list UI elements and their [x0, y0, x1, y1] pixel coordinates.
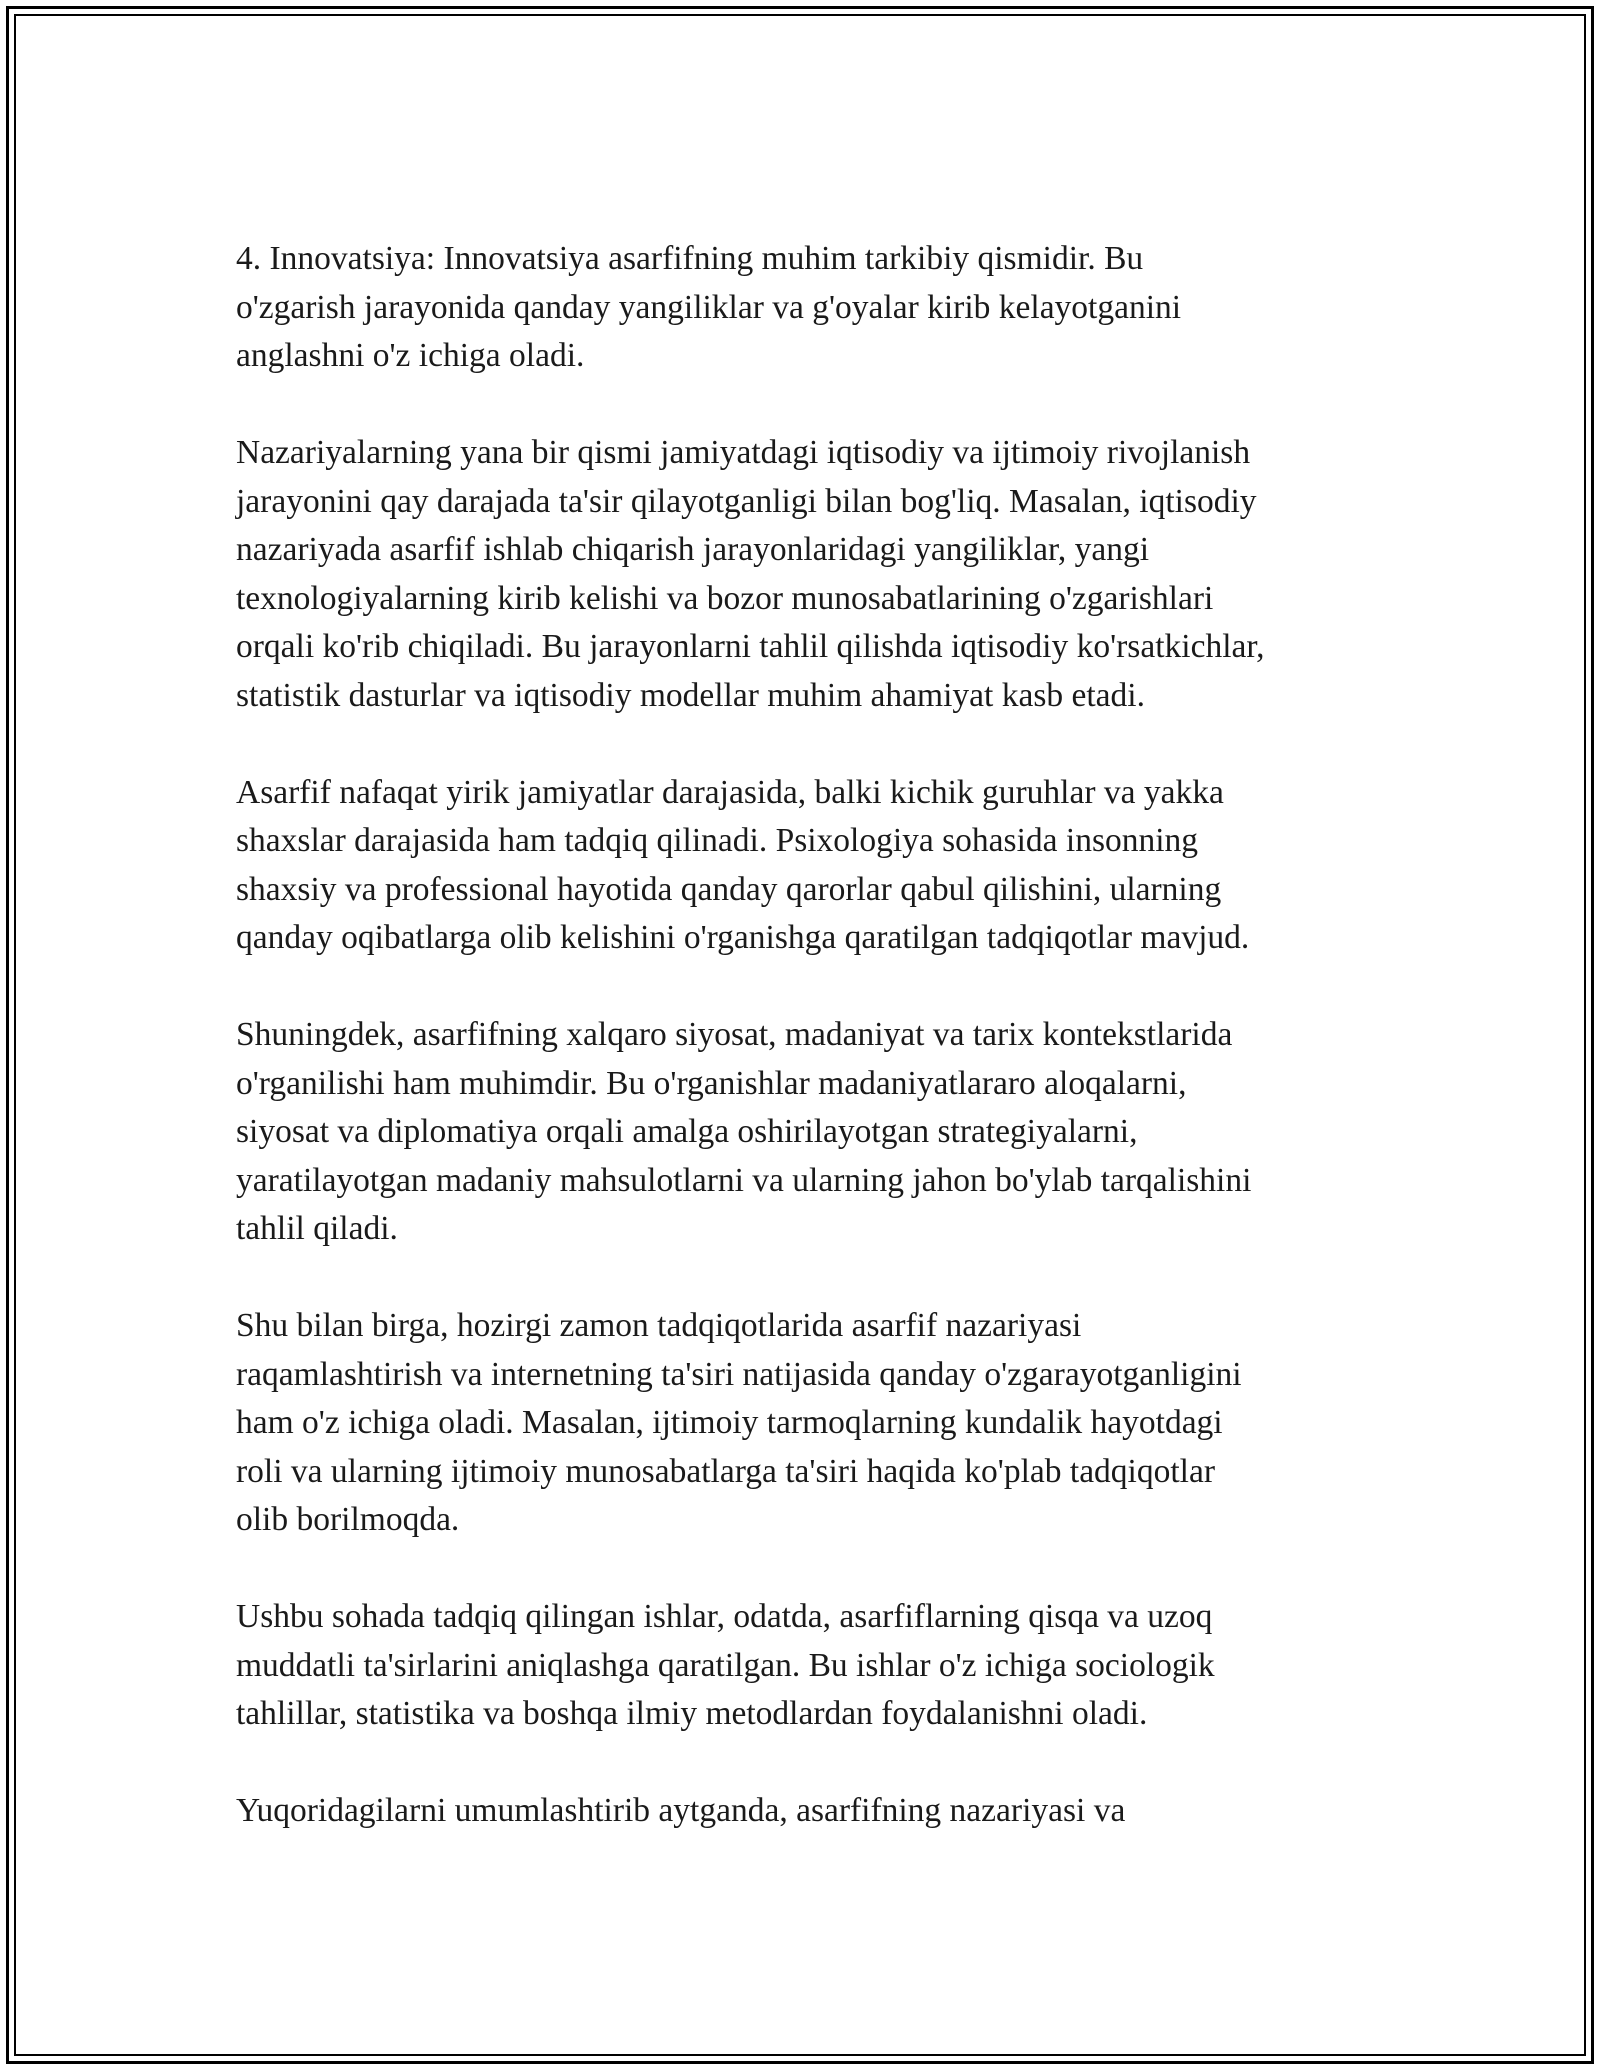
text-line: Yuqoridagilarni umumlashtirib aytganda, asarfifning nazariyasi va	[236, 1792, 1126, 1829]
text-line: statistik dasturlar va iqtisodiy modellar muhim ahamiyat kasb etadi.	[236, 676, 1145, 714]
text-line: qanday oqibatlarga olib kelishini o'rganishga qaratilgan tadqiqotlar mavjud.	[236, 919, 1250, 956]
paragraph-xalqaro-siyosat	[236, 1011, 1386, 1254]
text-line: muddatli ta'sirlarini aniqlashga qaratilgan. Bu ishlar o'z ichiga sociologik	[236, 1646, 1215, 1684]
text-line: tahlillar, statistika va boshqa ilmiy metodlardan foydalanishni oladi.	[236, 1695, 1148, 1732]
paragraph-tadqiq-ishlar	[236, 1593, 1386, 1739]
text-line: raqamlashtirish va internetning ta'siri natijasida qanday o'zgarayotganligini	[236, 1355, 1242, 1393]
text-line: olib borilmoqda.	[236, 1501, 460, 1538]
paragraph-iqtisodiy-nazariya	[236, 429, 1386, 720]
text-line: Nazariyalarning yana bir qismi jamiyatdagi iqtisodiy va ijtimoiy rivojlanish	[236, 434, 1251, 471]
text-line: tahlil qiladi.	[236, 1210, 398, 1247]
text-line: o'zgarish jarayonida qanday yangiliklar va g'oyalar kirib kelayotganini	[236, 288, 1182, 326]
document-body	[236, 235, 1386, 1884]
text-line: Asarfif nafaqat yirik jamiyatlar darajasida, balki kichik guruhlar va yakka	[236, 773, 1224, 811]
text-line: siyosat va diplomatiya orqali amalga oshirilayotgan strategiyalarni,	[236, 1113, 1138, 1150]
text-line: yaratilayotgan madaniy mahsulotlarni va ularning jahon bo'ylab tarqalishini	[236, 1161, 1252, 1199]
text-line: nazariyada asarfif ishlab chiqarish jarayonlaridagi yangiliklar, yangi	[236, 531, 1150, 568]
text-line: ham o'z ichiga oladi. Masalan, ijtimoiy tarmoqlarning kundalik hayotdagi	[236, 1404, 1223, 1441]
text-line: texnologiyalarning kirib kelishi va bozor munosabatlarining o'zgarishlari	[236, 579, 1214, 617]
text-line: shaxslar darajasida ham tadqiq qilinadi. Psixologiya sohasida insonning	[236, 822, 1199, 859]
text-line: Shuningdek, asarfifning xalqaro siyosat, madaniyat va tarix kontekstlarida	[236, 1016, 1233, 1053]
text-line: Shu bilan birga, hozirgi zamon tadqiqotlarida asarfif nazariyasi	[236, 1307, 1082, 1344]
text-line: roli va ularning ijtimoiy munosabatlarga ta'siri haqida ko'plab tadqiqotlar	[236, 1452, 1216, 1490]
paragraph-innovatsiya	[236, 235, 1386, 381]
text-line: shaxsiy va professional hayotida qanday qarorlar qabul qilishini, ularning	[236, 870, 1222, 908]
text-line: jarayonini qay darajada ta'sir qilayotganligi bilan bog'liq. Masalan, iqtisodiy	[236, 482, 1257, 520]
paragraph-xulosa	[236, 1787, 1386, 1836]
text-line: Ushbu sohada tadqiq qilingan ishlar, odatda, asarfiflarning qisqa va uzoq	[236, 1598, 1213, 1635]
text-line: orqali ko'rib chiqiladi. Bu jarayonlarni tahlil qilishda iqtisodiy ko'rsatkichlar,	[236, 628, 1265, 665]
paragraph-psixologiya	[236, 769, 1386, 963]
text-line: o'rganilishi ham muhimdir. Bu o'rganishlar madaniyatlararo aloqalarni,	[236, 1064, 1187, 1102]
text-line: anglashni o'z ichiga oladi.	[236, 337, 585, 374]
paragraph-raqamlashtirish	[236, 1302, 1386, 1545]
text-line: 4. Innovatsiya: Innovatsiya asarfifning muhim tarkibiy qismidir. Bu	[236, 240, 1144, 277]
